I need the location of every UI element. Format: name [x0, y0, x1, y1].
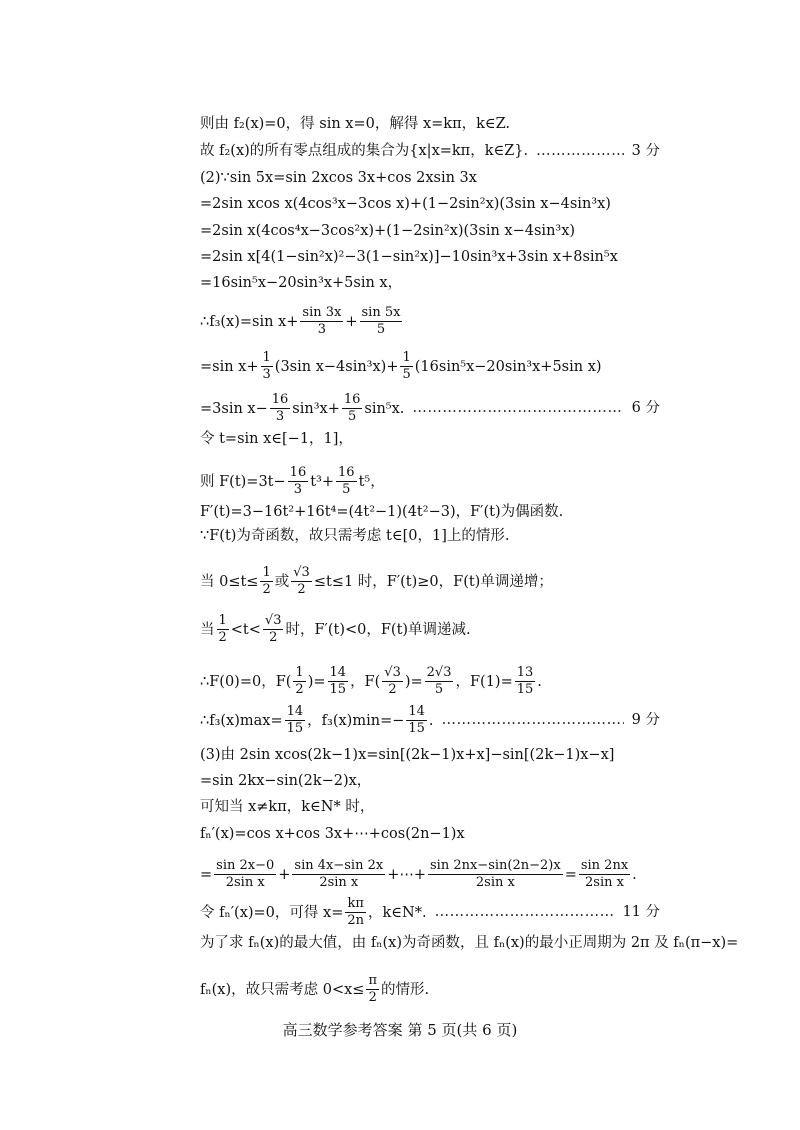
line-text: =16sin⁵x−20sin³x+5sin x，: [200, 275, 403, 291]
solution-line: [200, 528, 660, 545]
fraction: [428, 859, 563, 891]
fraction-denominator: 2sin x: [225, 875, 265, 891]
solution-line: [200, 897, 660, 929]
text-segment: +: [345, 313, 358, 330]
fraction: [300, 306, 343, 338]
fraction: [342, 393, 363, 425]
solution-line: [200, 170, 660, 187]
fraction-denominator: 2: [297, 582, 306, 598]
fraction-numerator: 13: [515, 666, 536, 682]
line-text: [200, 705, 434, 737]
solution-line: [200, 143, 660, 160]
fraction-numerator: 1: [260, 566, 272, 582]
fraction: [260, 566, 272, 598]
line-text: [200, 614, 471, 646]
page-footer: 高三数学参考答案 第 5 页(共 6 页): [282, 1021, 518, 1039]
text-segment: )=: [404, 673, 423, 690]
line-text: =2sin xcos x(4cos³x−3cos x)+(1−2sin²x)(3sin x−4sin³x): [200, 196, 611, 212]
fraction-numerator: sin 4x−sin 2x: [292, 859, 385, 875]
text-segment: 或: [274, 573, 290, 590]
line-text: 则由 f₂(x)=0，得 sin x=0，解得 x=kπ，k∈Z.: [200, 116, 511, 132]
fraction-numerator: 14: [285, 705, 306, 721]
text-segment: ∴f₃(x)=sin x+: [200, 313, 299, 330]
fraction: [292, 859, 385, 891]
text-segment: 令 fₙ′(x)=0，可得 x=: [200, 904, 344, 921]
solution-line: [200, 306, 660, 338]
fraction-denominator: 5: [434, 682, 444, 698]
line-text: [200, 351, 602, 383]
fraction-denominator: 2n: [347, 913, 364, 929]
line-text: fₙ′(x)=cos x+cos 3x+⋯+cos(2n−1)x: [200, 826, 465, 842]
fraction-numerator: kπ: [345, 897, 365, 913]
fraction-denominator: 2sin x: [585, 875, 624, 891]
fraction-numerator: 16: [342, 393, 363, 409]
fraction-numerator: 1: [261, 351, 273, 367]
fraction-numerator: 16: [336, 466, 357, 482]
leader-dots: [442, 712, 624, 729]
text-segment: ，k∈N*.: [368, 904, 427, 921]
line-text: 可知当 x≠kπ，k∈N* 时，: [200, 799, 375, 815]
text-segment: .: [632, 866, 637, 883]
fraction-denominator: 2: [388, 682, 397, 698]
solution-line: [200, 666, 660, 698]
fraction-numerator: 1: [400, 351, 412, 367]
score-points: 6 分: [631, 400, 660, 417]
text-segment: ∴f₃(x)max=: [200, 712, 283, 729]
text-segment: 的情形.: [381, 981, 430, 998]
line-text: (2)∵sin 5x=sin 2xcos 3x+cos 2xsin 3x: [200, 170, 477, 186]
fraction-denominator: 15: [408, 721, 425, 737]
solution-line: [200, 705, 660, 737]
leader-dots: [435, 904, 615, 921]
text-segment: 当 0≤t≤: [200, 573, 259, 590]
fraction-denominator: 2: [295, 682, 304, 698]
line-text: [200, 566, 553, 598]
line-text: [200, 859, 637, 891]
fraction-numerator: √3: [291, 566, 312, 582]
fraction-denominator: 3: [317, 322, 327, 338]
line-text: [200, 666, 542, 698]
fraction: [270, 393, 291, 425]
fraction-denominator: 2sin x: [475, 875, 515, 891]
text-segment: (3sin x−4sin³x)+: [274, 358, 399, 375]
fraction-denominator: 2sin x: [319, 875, 359, 891]
fraction-denominator: 3: [275, 409, 285, 425]
text-segment: ∴F(0)=0，F(: [200, 673, 292, 690]
fraction-denominator: 15: [516, 682, 534, 698]
fraction-numerator: 14: [406, 705, 427, 721]
solution-line: [200, 249, 660, 266]
fraction: [261, 351, 273, 383]
fraction: [336, 466, 357, 498]
line-text: (3)由 2sin xcos(2k−1)x=sin[(2k−1)x+x]−sin[(2k−1)x−x]: [200, 747, 615, 763]
solution-line: [200, 799, 660, 816]
fraction: [360, 306, 403, 338]
text-segment: +: [278, 866, 291, 883]
text-segment: =: [564, 866, 577, 883]
fraction-denominator: 3: [293, 482, 303, 498]
text-segment: sin⁵x.: [364, 400, 405, 417]
line-text: ∵F(t)为奇函数，故只需考虑 t∈[0，1]上的情形.: [200, 528, 510, 544]
line-text: =sin 2kx−sin(2k−2)x，: [200, 773, 372, 789]
line-text: 令 t=sin x∈[−1，1]，: [200, 431, 353, 447]
fraction-numerator: sin 2nx−sin(2n−2)x: [428, 859, 563, 875]
text-segment: 时，F′(t)<0，F(t)单调递减.: [285, 621, 471, 638]
text-segment: t⁵，: [358, 473, 385, 490]
score-marker: [404, 400, 660, 417]
text-segment: ，F(: [350, 673, 381, 690]
fraction: [579, 859, 630, 891]
solution-line: [200, 223, 660, 240]
score-points: 11 分: [622, 904, 660, 921]
score-marker: [427, 904, 660, 921]
fraction: [515, 666, 536, 698]
solution-line: [200, 859, 660, 891]
text-segment: .: [428, 712, 434, 729]
line-text: F′(t)=3−16t²+16t⁴=(4t²−1)(4t²−3)，F′(t)为偶函数.: [200, 504, 564, 520]
text-segment: +⋯+: [387, 866, 426, 883]
line-text: [200, 466, 385, 498]
fraction-denominator: 3: [262, 367, 271, 383]
fraction: [406, 705, 427, 737]
fraction: [214, 859, 276, 891]
solution-line: [200, 466, 660, 498]
fraction-denominator: 2: [269, 630, 278, 646]
score-marker: [434, 712, 660, 729]
solution-line: [200, 116, 660, 133]
score-points: 9 分: [631, 712, 660, 729]
fraction-denominator: 5: [347, 409, 357, 425]
text-segment: =3sin x−: [200, 400, 268, 417]
solution-line: [200, 275, 660, 292]
text-segment: )=: [307, 673, 326, 690]
fraction-denominator: 5: [402, 367, 411, 383]
solution-line: [200, 935, 739, 952]
fraction-numerator: √3: [263, 614, 284, 630]
fraction-numerator: √3: [382, 666, 403, 682]
text-segment: ，F(1)=: [455, 673, 513, 690]
fraction-numerator: sin 5x: [360, 306, 403, 322]
solution-line: [200, 566, 660, 598]
fraction: [328, 666, 349, 698]
score-points: 3 分: [631, 143, 660, 159]
line-text: [200, 974, 429, 1006]
fraction-numerator: π: [366, 974, 379, 990]
line-text: 为了求 fₙ(x)的最大值，由 fₙ(x)为奇函数，且 fₙ(x)的最小正周期为 2π 及 fₙ(π−x)=: [200, 935, 739, 951]
score-marker: [528, 143, 660, 160]
text-segment: =sin x+: [200, 358, 259, 375]
fraction: [425, 666, 454, 698]
fraction: [400, 351, 412, 383]
text-segment: fₙ(x)，故只需考虑 0<x≤: [200, 981, 365, 998]
fraction-numerator: 16: [288, 466, 309, 482]
fraction: [291, 566, 312, 598]
solution-line: [200, 747, 660, 764]
line-text: [200, 393, 404, 425]
fraction-numerator: 16: [270, 393, 291, 409]
text-segment: <t<: [230, 621, 261, 638]
solution-line: [200, 196, 660, 213]
line-text: [200, 897, 427, 929]
text-segment: =: [200, 866, 213, 883]
text-segment: t³+: [310, 473, 335, 490]
text-segment: .: [537, 673, 542, 690]
text-segment: sin³x+: [292, 400, 340, 417]
fraction-numerator: sin 3x: [300, 306, 343, 322]
fraction-denominator: 2: [262, 582, 271, 598]
fraction-numerator: 1: [217, 614, 229, 630]
fraction: [382, 666, 403, 698]
line-text: =2sin x[4(1−sin²x)²−3(1−sin²x)]−10sin³x+3sin x+8sin⁵x: [200, 249, 618, 265]
fraction-numerator: 2√3: [425, 666, 454, 682]
fraction: [217, 614, 229, 646]
fraction-denominator: 5: [376, 322, 386, 338]
fraction: [285, 705, 306, 737]
text-segment: (16sin⁵x−20sin³x+5sin x): [414, 358, 602, 375]
solution-line: [200, 826, 660, 843]
fraction: [366, 974, 379, 1006]
fraction-denominator: 2: [218, 630, 227, 646]
line-text: [200, 306, 404, 338]
solution-line: [200, 773, 660, 790]
leader-dots: [536, 143, 624, 160]
line-text: =2sin x(4cos⁴x−3cos²x)+(1−2sin²x)(3sin x−4sin³x): [200, 223, 576, 239]
fraction-denominator: 5: [342, 482, 351, 498]
text-segment: ≤t≤1 时，F′(t)≥0，F(t)单调递增；: [313, 573, 553, 590]
fraction: [263, 614, 284, 646]
solution-line: [200, 393, 660, 425]
fraction-numerator: sin 2x−0: [214, 859, 276, 875]
solution-line: [200, 351, 660, 383]
text-segment: ，f₃(x)min=−: [307, 712, 405, 729]
fraction-numerator: sin 2nx: [579, 859, 630, 875]
solution-line: [200, 974, 660, 1006]
leader-dots: [412, 400, 623, 417]
solution-line: [200, 504, 660, 521]
fraction-numerator: 14: [328, 666, 349, 682]
fraction: [288, 466, 309, 498]
solution-line: [200, 614, 660, 646]
text-segment: 当: [200, 621, 215, 638]
solution-line: [200, 431, 660, 448]
line-text: 故 f₂(x)的所有零点组成的集合为{x|x=kπ，k∈Z}.: [200, 143, 529, 159]
fraction: [345, 897, 366, 929]
fraction-denominator: 15: [286, 721, 304, 737]
fraction-denominator: 2: [368, 990, 377, 1006]
fraction-numerator: 1: [293, 666, 305, 682]
text-segment: 则 F(t)=3t−: [200, 473, 286, 490]
fraction: [293, 666, 305, 698]
fraction-denominator: 15: [329, 682, 347, 698]
